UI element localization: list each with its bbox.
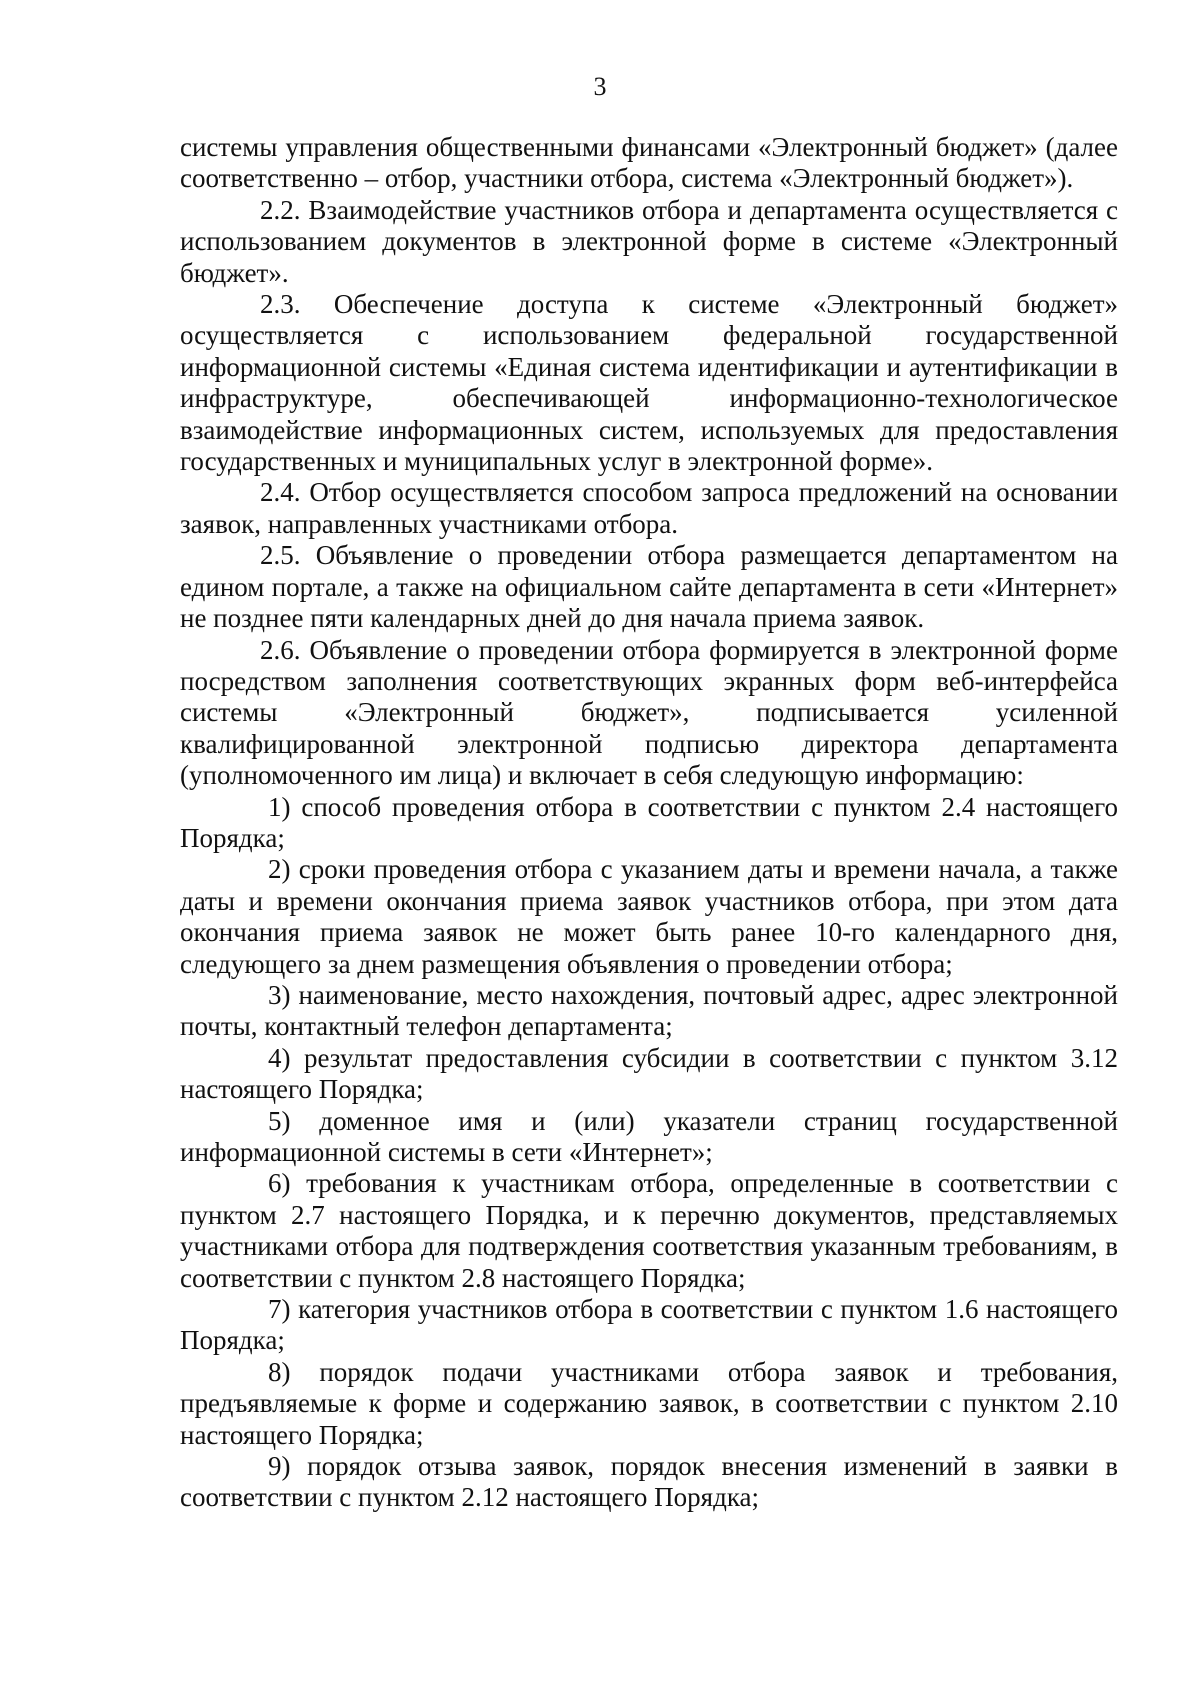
list-item-8: 8) порядок подачи участниками отбора заявок и требования, предъявляемые к форме и содержанию заявок, в соответствии с пунктом 2.10 настоящего Порядка; — [180, 1356, 1118, 1450]
list-item-7: 7) категория участников отбора в соответствии с пунктом 1.6 настоящего Порядка; — [180, 1294, 1118, 1356]
paragraph-continuation: системы управления общественными финансами «Электронный бюджет» (далее соответственно – отбор, участники отбора, система «Электронный бюджет»). — [180, 132, 1118, 194]
list-item-2: 2) сроки проведения отбора с указанием даты и времени начала, а также даты и времени окончания приема заявок участников отбора, при этом дата окончания приема заявок не может быть ранее 10-го календарного дня, следующего за днем размещения объявления о проведении отбора; — [180, 854, 1118, 979]
paragraph-2-3: 2.3. Обеспечение доступа к системе «Электронный бюджет» осуществляется с использованием федеральной государственной информационной системы «Единая система идентификации и аутентификации в инфраструктуре, обеспечивающей информационно-технологическое взаимодействие информационных систем, используемых для предоставления государственных и муниципальных услуг в электронной форме». — [180, 289, 1118, 477]
list-item-4: 4) результат предоставления субсидии в соответствии с пунктом 3.12 настоящего Порядка; — [180, 1042, 1118, 1105]
list-item-6: 6) требования к участникам отбора, определенные в соответствии с пунктом 2.7 настоящего Порядка, и к перечню документов, представляемых участниками отбора для подтверждения соответствия указанным требованиям, в соответствии с пунктом 2.8 настоящего Порядка; — [180, 1168, 1118, 1293]
paragraph-2-4: 2.4. Отбор осуществляется способом запроса предложений на основании заявок, направленных участниками отбора. — [180, 477, 1118, 539]
paragraph-2-5: 2.5. Объявление о проведении отбора размещается департаментом на едином портале, а также на официальном сайте департамента в сети «Интернет» не позднее пяти календарных дней до дня начала приема заявок. — [180, 540, 1118, 634]
page-number: 3 — [593, 72, 607, 101]
list-item-9: 9) порядок отзыва заявок, порядок внесения изменений в заявки в соответствии с пунктом 2.12 настоящего Порядка; — [180, 1451, 1118, 1513]
paragraph-2-6: 2.6. Объявление о проведении отбора формируется в электронной форме посредством заполнения соответствующих экранных форм веб-интерфейса системы «Электронный бюджет», подписывается усиленной квалифицированной электронной подписью директора департамента (уполномоченного им лица) и включает в себя следующую информацию: — [180, 634, 1118, 791]
document-body — [180, 132, 1118, 1514]
paragraph-2-2: 2.2. Взаимодействие участников отбора и департамента осуществляется с использованием документов в электронной форме в системе «Электронный бюджет». — [180, 194, 1118, 288]
list-item-1: 1) способ проведения отбора в соответствии с пунктом 2.4 настоящего Порядка; — [180, 791, 1118, 853]
list-item-3: 3) наименование, место нахождения, почтовый адрес, адрес электронной почты, контактный телефон департамента; — [180, 979, 1118, 1042]
list-item-5: 5) доменное имя и (или) указатели страниц государственной информационной системы в сети «Интернет»; — [180, 1105, 1118, 1167]
